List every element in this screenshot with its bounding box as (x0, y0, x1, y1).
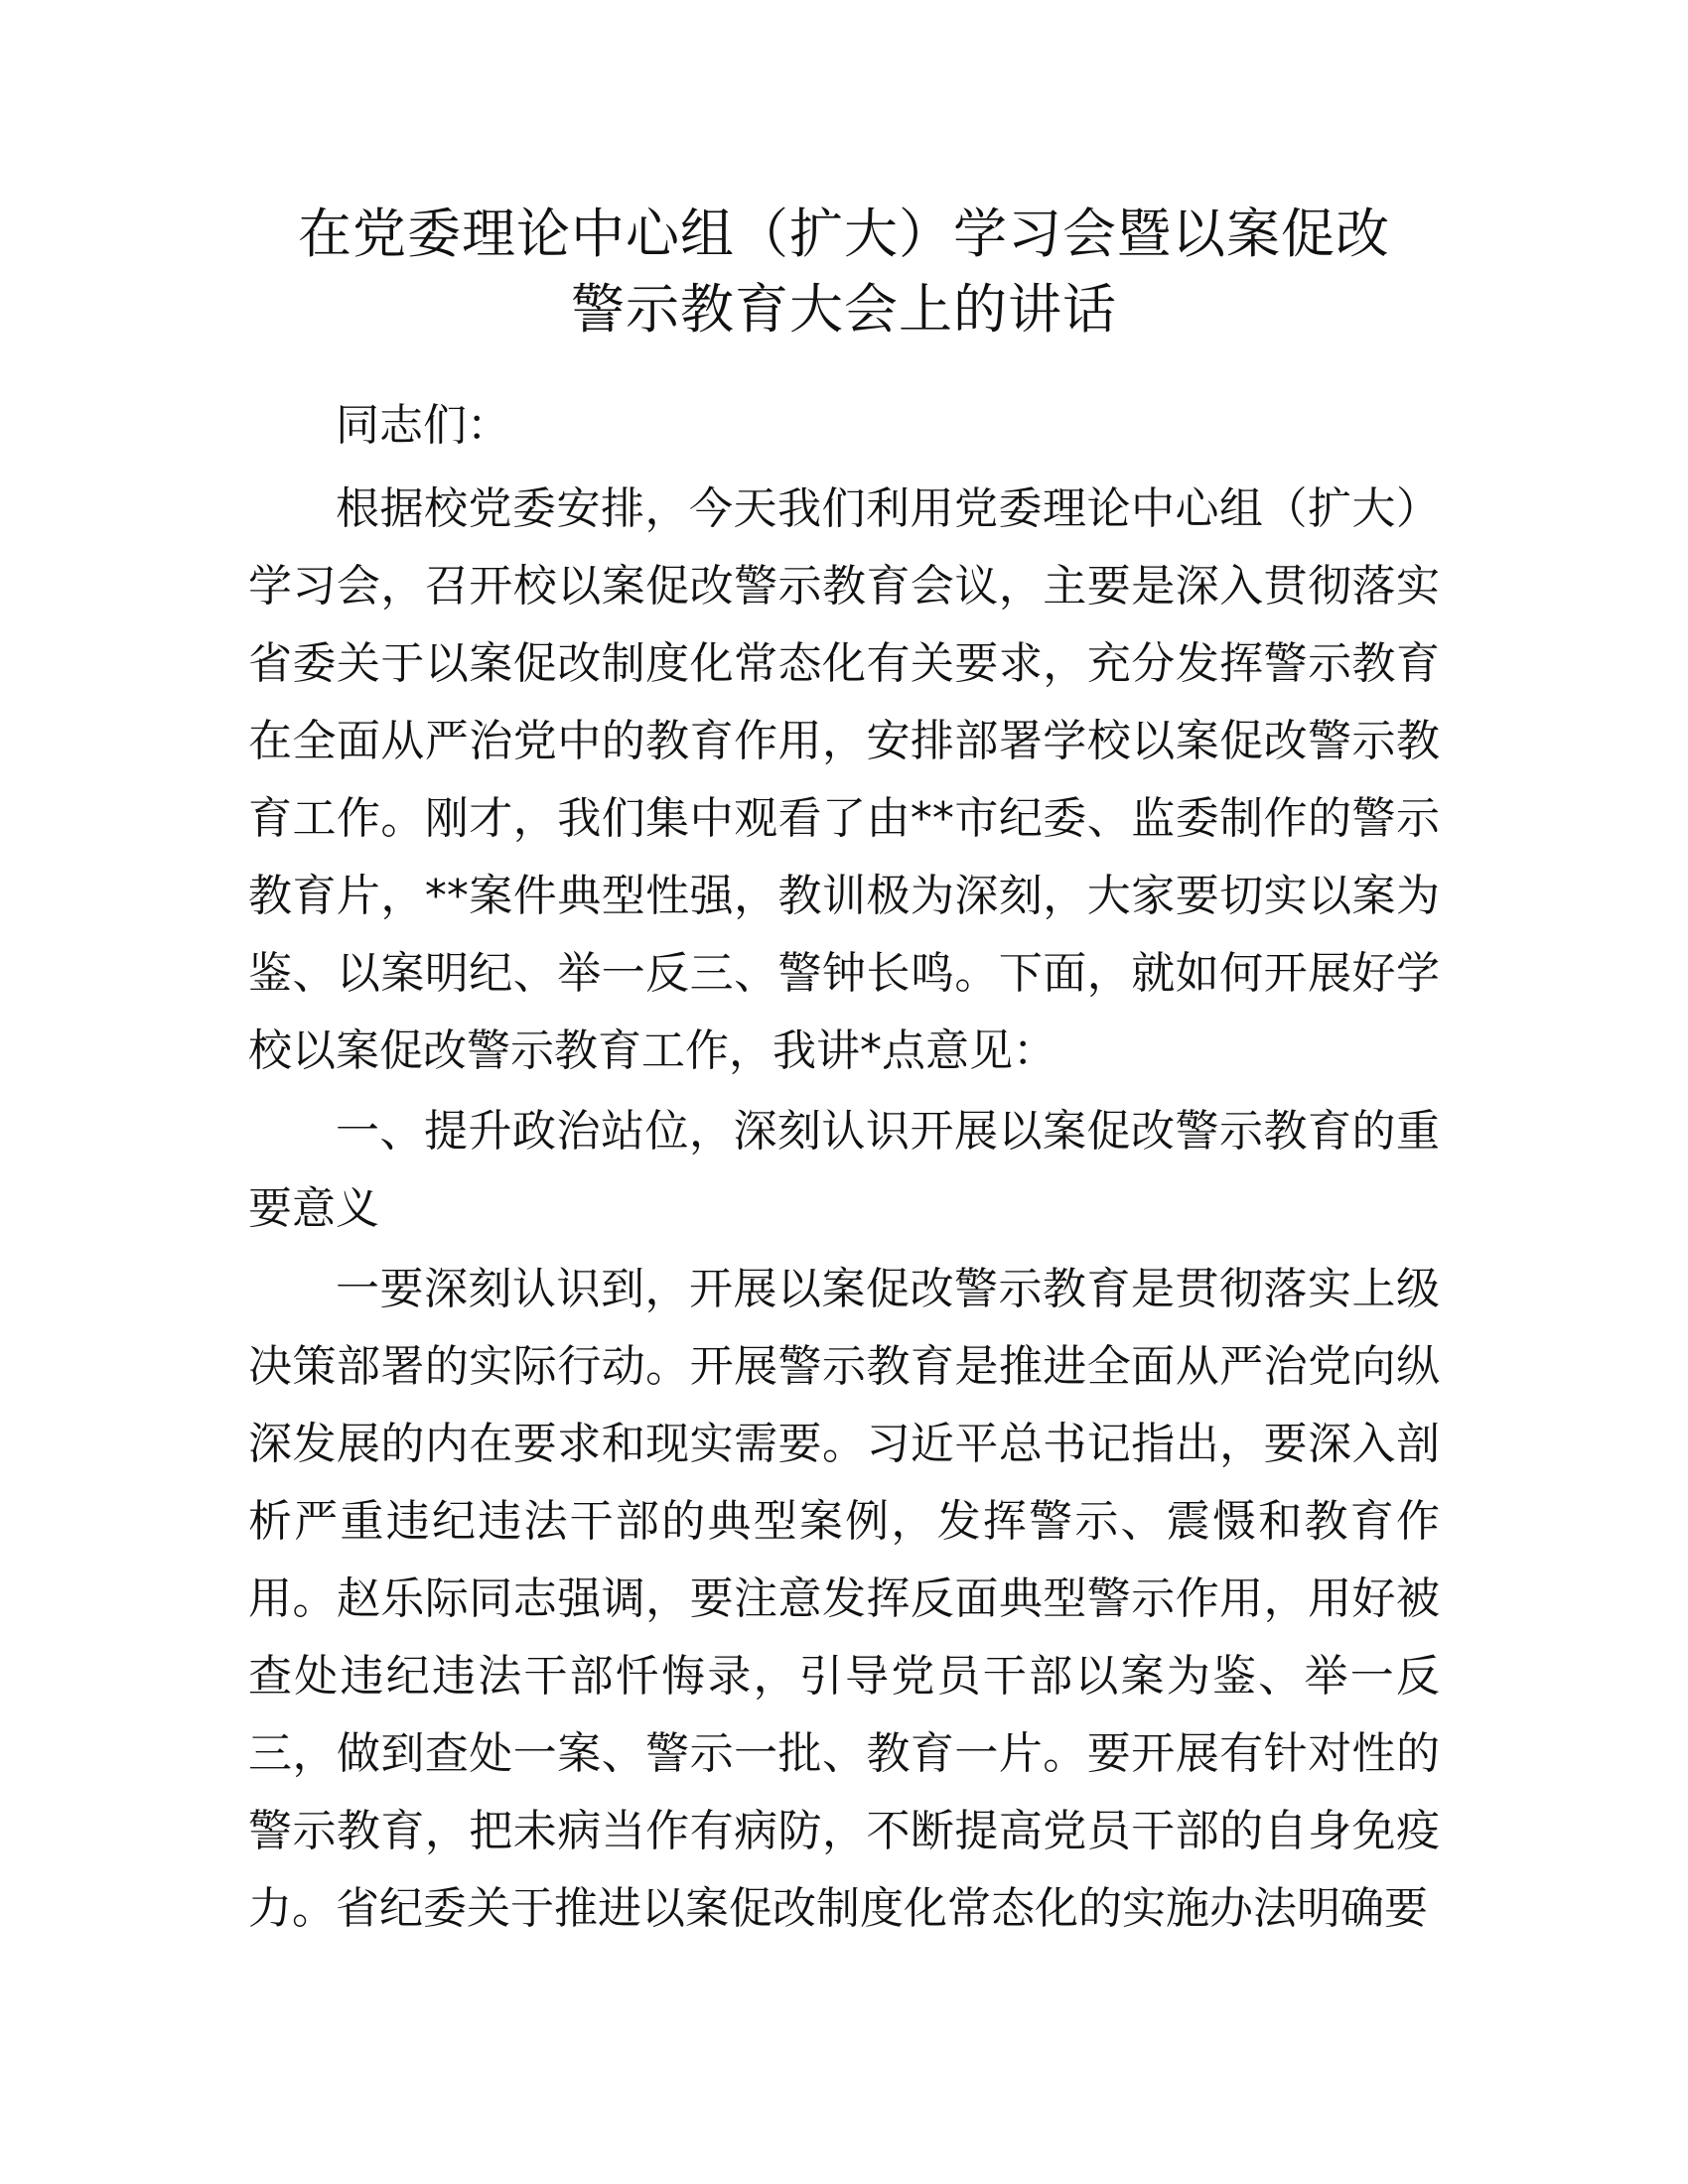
greeting: 同志们： (336, 400, 510, 451)
title-line-1: 在党委理论中心组（扩大）学习会暨以案促改 (298, 203, 1390, 265)
paragraph-point-1: 一要深刻认识到，开展以案促改警示教育是贯彻落实上级决策部署的实际行动。开展警示教育是推进全面从严治党向纵深发展的内在要求和现实需要。习近平总书记指出，要深入剖析严重违纪违法干部的典型案例，发挥警示、震慑和教育作用。赵乐际同志强调，要注意发挥反面典型警示作用，用好被查处违纪违法干部忏悔录，引导党员干部以案为鉴、举一反三，做到查处一案、警示一批、教育一片。要开展有针对性的警示教育，把未病当作有病防，不断提高党员干部的自身免疫力。省纪委关于推进以案促改制度化常态化的实施办法明确要 (248, 1264, 1440, 1934)
paragraph-intro: 根据校党委安排，今天我们利用党委理论中心组（扩大）学习会，召开校以案促改警示教育会议，主要是深入贯彻落实省委关于以案促改制度化常态化有关要求，充分发挥警示教育在全面从严治党中的教育作用，安排部署学校以案促改警示教育工作。刚才，我们集中观看了由**市纪委、监委制作的警示教育片，**案件典型性强，教训极为深刻，大家要切实以案为鉴、以案明纪、举一反三、警钟长鸣。下面，就如何开展好学校以案促改警示教育工作，我讲*点意见： (248, 483, 1440, 1076)
section-heading-1: 一、提升政治站位，深刻认识开展以案促改警示教育的重要意义 (248, 1106, 1440, 1234)
document-title (228, 197, 1460, 347)
document-body (248, 387, 1440, 1951)
title-line-2: 警示教育大会上的讲话 (571, 278, 1117, 341)
